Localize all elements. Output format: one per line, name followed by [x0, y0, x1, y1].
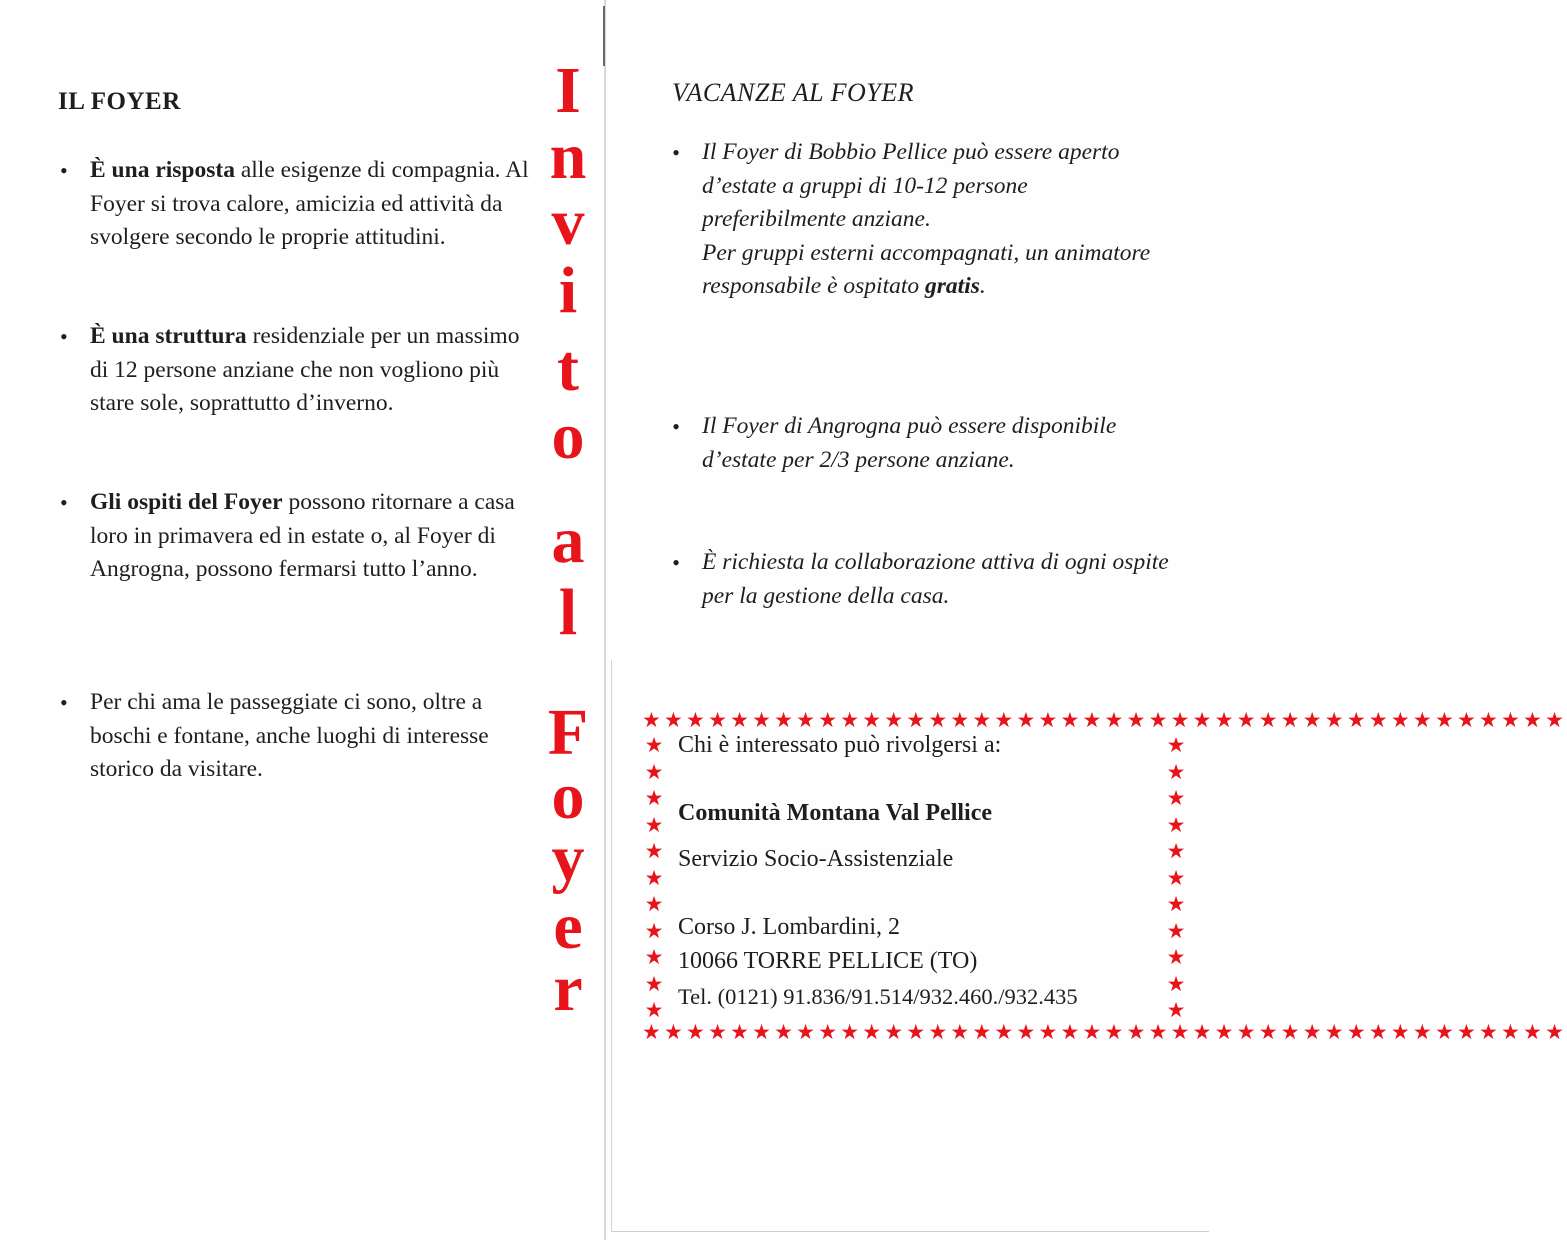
vertical-letter: F: [547, 696, 589, 769]
star-border-bottom: ★★★★★★★★★★★★★★★★★★★★★★★★★★★★★★★★★★★★★★★★★★: [642, 1020, 1567, 1044]
bullet-item: [90, 486, 530, 587]
page-edge: [611, 660, 612, 1232]
contact-organization: Comunità Montana Val Pellice: [678, 800, 993, 826]
bullet-text: possono ritornare a casa loro in primavera ed in estate o, al Foyer di Angrogna, possono fermarsi tutto l’anno.: [90, 489, 515, 582]
bullet-text: Il Foyer di Bobbio Pellice può essere aperto d’estate a gruppi di 10-12 persone preferibilmente anziane.: [702, 139, 1120, 232]
bullet-item: [702, 546, 1172, 613]
contact-intro: Chi è interessato può rivolgersi a:: [678, 732, 1002, 758]
page-edge-bottom: [612, 1231, 1209, 1232]
vertical-letter: y: [551, 822, 585, 895]
bullet-item: [702, 410, 1172, 477]
vertical-letter: n: [549, 120, 587, 193]
contact-box: [642, 706, 1567, 1048]
vertical-letter: e: [553, 890, 583, 963]
vertical-letter: l: [558, 576, 578, 649]
bullet-text: Per gruppi esterni accompagnati, un animatore responsabile è ospitato: [702, 239, 1151, 299]
fold-mark: [603, 6, 605, 66]
contact-city: 10066 TORRE PELLICE (TO): [678, 948, 978, 974]
bullet-item: [702, 136, 1172, 304]
right-title: VACANZE AL FOYER: [672, 78, 915, 107]
vertical-letter: I: [555, 54, 581, 127]
vertical-letter: v: [551, 186, 585, 259]
bullet-item: [90, 320, 530, 421]
left-title: IL FOYER: [58, 88, 181, 115]
bullet-text: È richiesta la collaborazione attiva di ogni ospite per la gestione della casa.: [702, 549, 1169, 609]
bullet-text: Per chi ama le passeggiate ci sono, oltre a boschi e fontane, anche luoghi di interesse storico da visitare.: [90, 689, 489, 782]
bullet-lead: Gli ospiti del Foyer: [90, 489, 283, 515]
bullet-text: residenziale per un massimo di 12 persone anziane che non vogliono più stare sole, soprattutto d’inverno.: [90, 323, 520, 416]
star-border-right: ★ ★ ★ ★ ★ ★ ★ ★ ★ ★ ★: [1166, 733, 1186, 1022]
contact-service: Servizio Socio-Assistenziale: [678, 846, 954, 872]
bullet-bold: gratis: [925, 273, 980, 299]
contact-phone: Tel. (0121) 91.836/91.514/932.460./932.435: [678, 984, 1078, 1009]
bullet-text: .: [979, 273, 986, 299]
bullet-lead: È una risposta: [90, 157, 235, 183]
bullet-lead: È una struttura: [90, 323, 247, 349]
star-border-left: ★ ★ ★ ★ ★ ★ ★ ★ ★ ★ ★: [644, 733, 664, 1022]
bullet-item: [90, 686, 530, 787]
bullet-text: alle esigenze di compagnia. Al Foyer si trova calore, amicizia ed attività da svolgere secondo le proprie attitudini.: [90, 157, 529, 250]
bullet-item: [90, 154, 530, 255]
contact-address: Corso J. Lombardini, 2: [678, 914, 900, 940]
vertical-letter: r: [553, 952, 583, 1025]
vertical-letter: o: [551, 760, 585, 833]
star-border-top: ★★★★★★★★★★★★★★★★★★★★★★★★★★★★★★★★★★★★★★★★★★: [642, 708, 1567, 732]
vertical-letter: o: [551, 400, 585, 473]
vertical-letter: t: [557, 332, 579, 405]
bullet-text: Il Foyer di Angrogna può essere disponibile d’estate per 2/3 persone anziane.: [702, 413, 1117, 473]
fold-line: [604, 0, 606, 1240]
vertical-letter: i: [558, 254, 578, 327]
vertical-letter: a: [551, 504, 585, 577]
